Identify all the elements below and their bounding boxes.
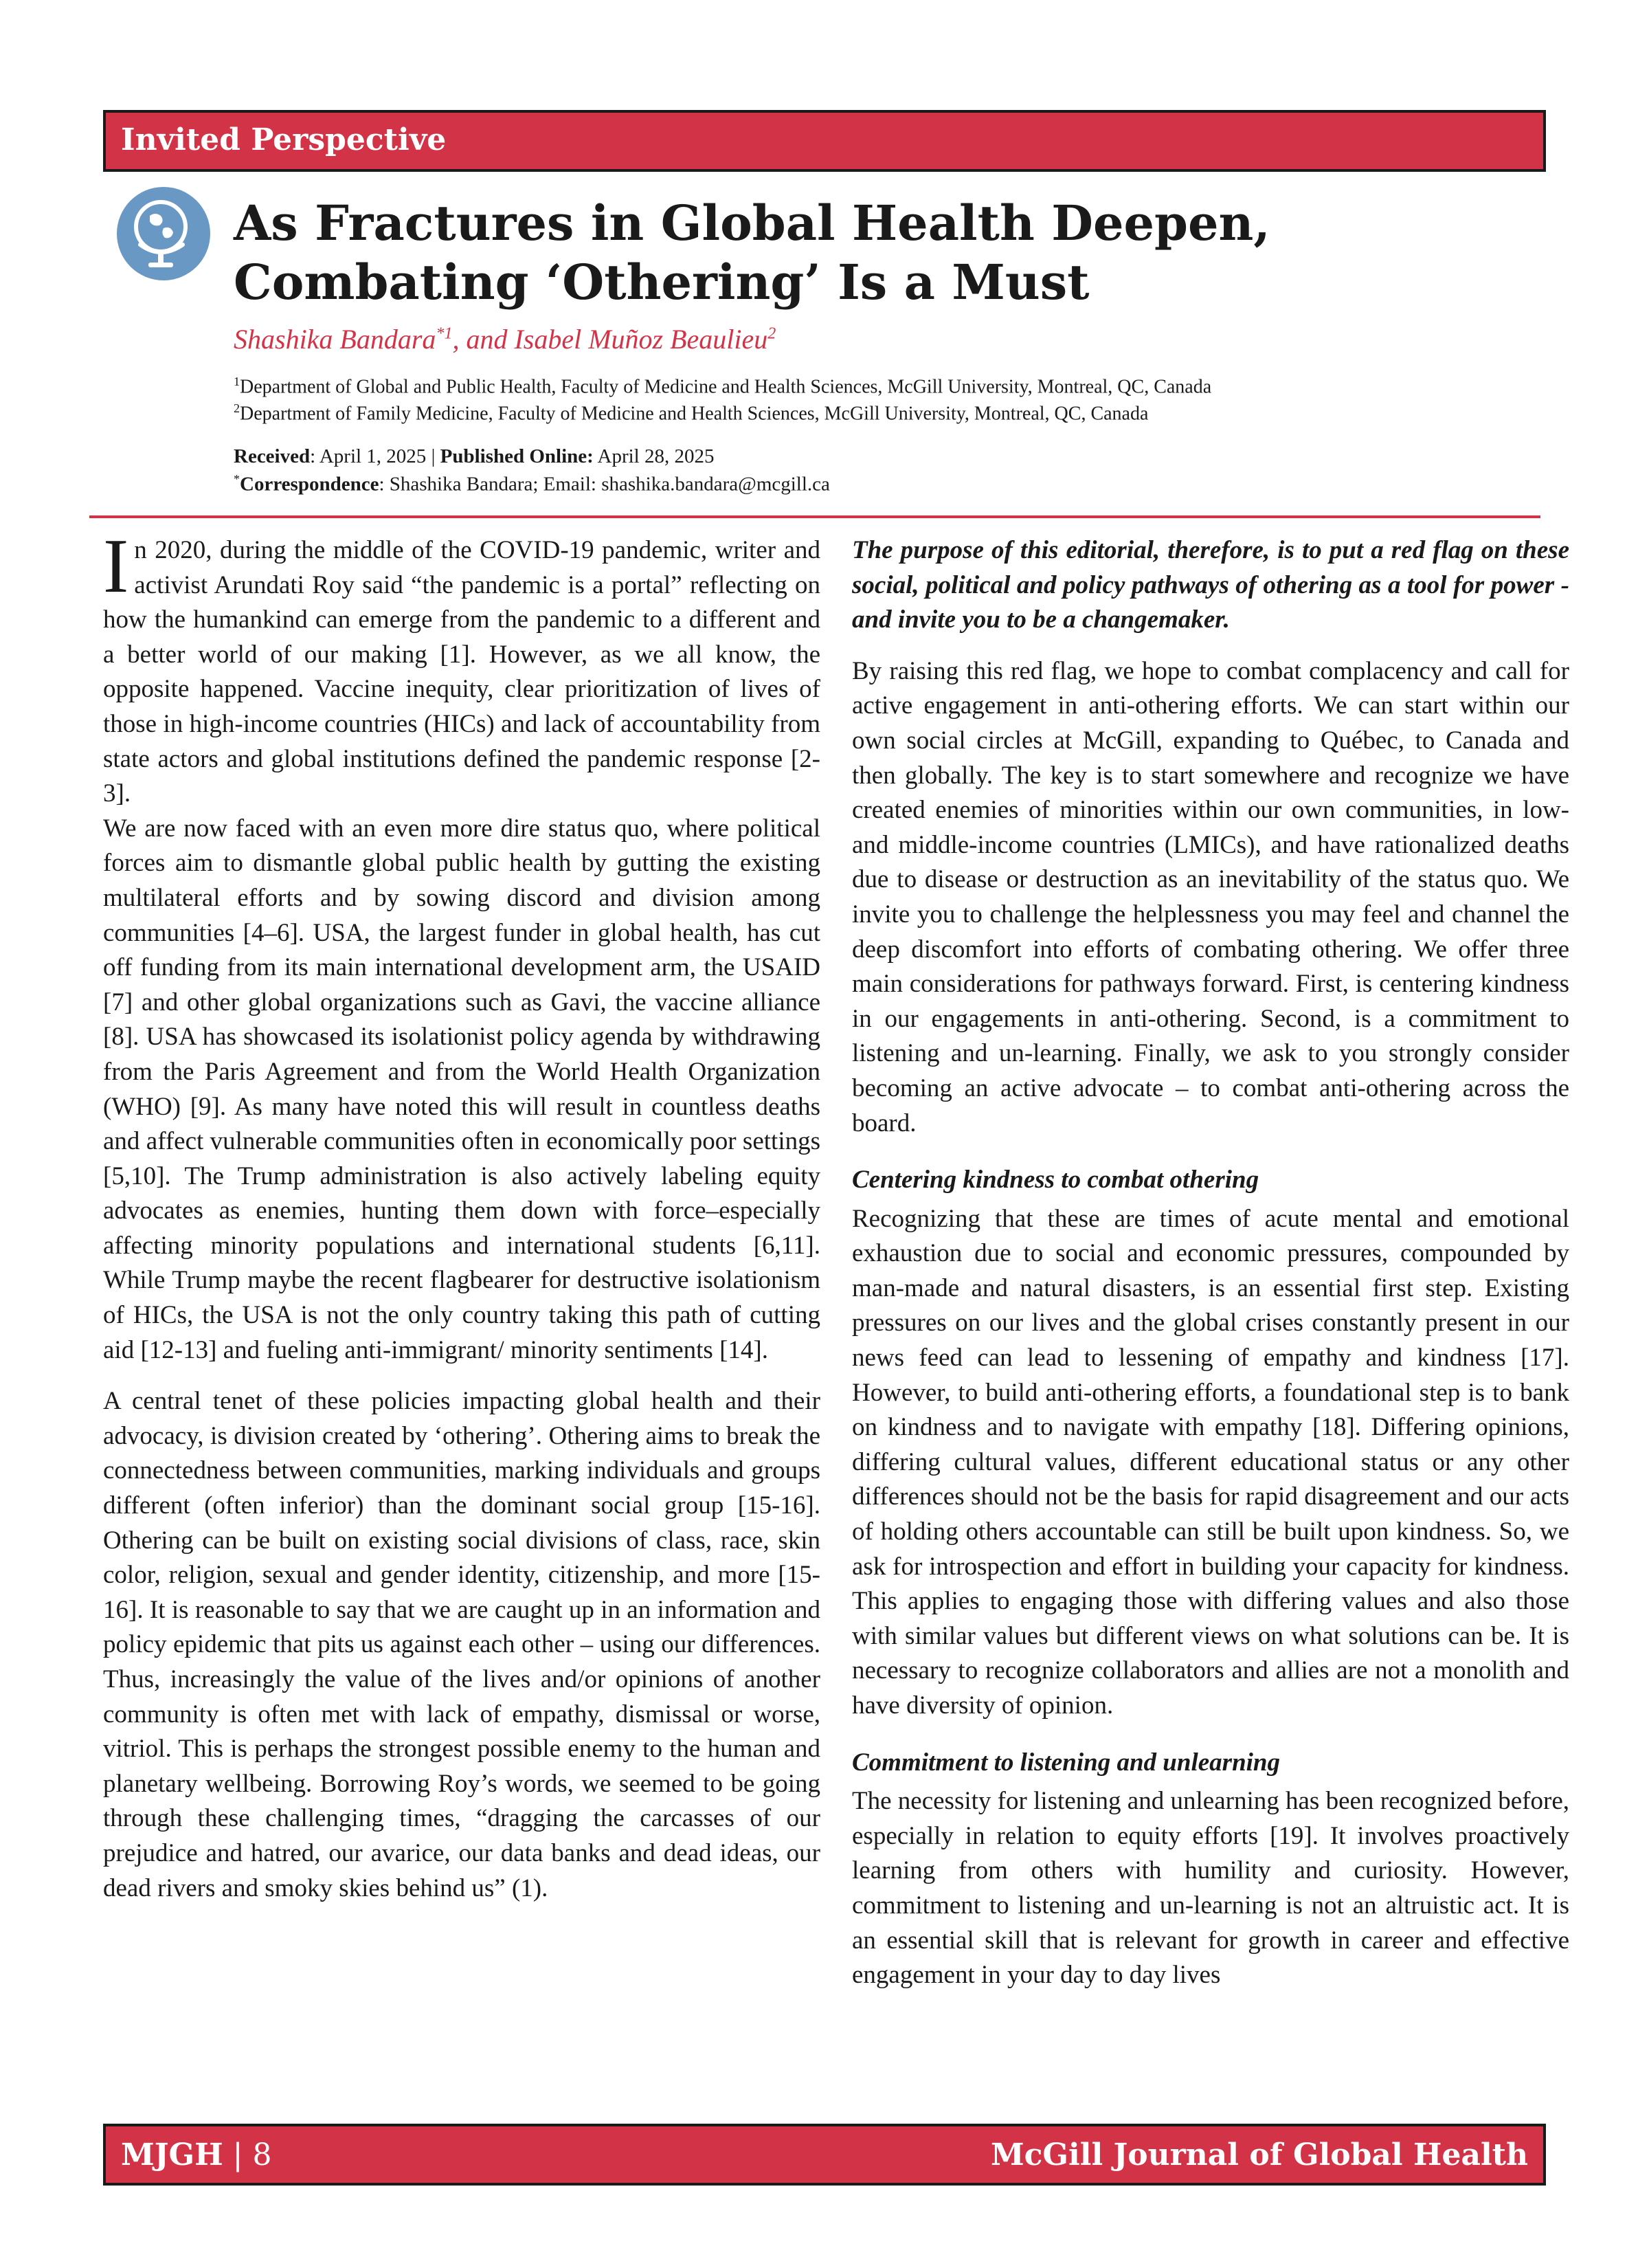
page-number: 8 <box>252 2137 272 2172</box>
footer-separator: | <box>223 2137 253 2172</box>
published-date: April 28, 2025 <box>597 445 715 467</box>
author-affiliation-marker: *1 <box>436 324 453 343</box>
publication-dates: Received: April 1, 2025 | Published Online: April 28, 2025 <box>234 445 715 467</box>
affiliation-text: Department of Family Medicine, Faculty of Medicine and Health Sciences, McGill University, Montreal, QC, Canada <box>240 403 1149 425</box>
footer-page-info <box>121 2137 271 2172</box>
affiliation-text: Department of Global and Public Health, Faculty of Medicine and Health Sciences, McGill University, Montreal, QC, Canada <box>240 376 1212 398</box>
received-date: April 1, 2025 <box>319 445 427 467</box>
journal-abbreviation: MJGH <box>121 2137 223 2172</box>
author-name: Shashika Bandara <box>234 324 436 355</box>
correspondence: *Correspondence: Shashika Bandara; Email: shashika.bandara@mcgill.ca <box>234 472 830 496</box>
paragraph-text: n 2020, during the middle of the COVID-19 pandemic, writer and activist Arundati Roy said “the pandemic is a portal” reflecting on how the humankind can emerge from the pandemic to a different and a better world of our making [1]. However, as we all know, the opposite happened. Vaccine inequity, clear prioritization of lives of those in high-income countries (HICs) and lack of accountability from state actors and global institutions defined the pandemic response [2-3]. <box>103 536 820 808</box>
correspondence-text: Shashika Bandara; Email: shashika.bandara@mcgill.ca <box>389 473 830 496</box>
journal-name: McGill Journal of Global Health <box>990 2137 1528 2172</box>
affiliation <box>234 375 1211 398</box>
section-banner <box>103 110 1546 172</box>
published-label: Published Online: <box>440 445 594 467</box>
body-paragraph: A central tenet of these policies impacting global health and their advocacy, is division created by ‘othering’. Othering aims to break the connectedness between communities, marking individuals and groups different (often inferior) than the dominant social group [15-16]. Othering can be built on existing social divisions of class, race, skin color, religion, sexual and gender identity, citizenship, and more [15-16]. It is reasonable to say that we are caught up in an information and policy epidemic that pits us against each other – using our differences. Thus, increasingly the value of the lives and/or opinions of another community is often met with lack of empathy, dismissal or worse, vitriol. This is perhaps the strongest possible enemy to the human and planetary wellbeing. Borrowing Roy’s words, we seemed to be going through these challenging times, “dragging the carcasses of our prejudice and hatred, our avarice, our data banks and dead ideas, our dead rivers and smoky skies behind us” (1). <box>103 1387 820 1902</box>
correspondence-marker: * <box>234 472 240 486</box>
page-footer <box>103 2124 1546 2186</box>
body-paragraph: The necessity for listening and unlearning has been recognized before, especially in relation to equity efforts [19]. It involves proactively learning from others with humility and curiosity. However, commitment to listening and un-learning is not an altruistic act. It is an essential skill that is relevant for growth in career and effective engagement in your day to day lives <box>852 1787 1569 1990</box>
author-list <box>234 323 776 355</box>
globe-icon <box>115 186 212 282</box>
affiliation <box>234 401 1148 425</box>
section-heading: Centering kindness to combat othering <box>852 1166 1259 1194</box>
header-divider <box>89 515 1540 518</box>
received-label: Received <box>234 445 311 467</box>
section-heading: Commitment to listening and unlearning <box>852 1748 1281 1777</box>
body-paragraph <box>103 524 820 812</box>
purpose-statement: The purpose of this editorial, therefore, is to put a red flag on these social, political and policy pathways of othering as a tool for power - and invite you to be a changemaker. <box>852 536 1569 634</box>
article-title: As Fractures in Global Health Deepen, Combating ‘Othering’ Is a Must <box>234 194 1270 311</box>
author-affiliation-marker: 2 <box>767 324 776 343</box>
author-name: Isabel Muñoz Beaulieu <box>514 324 768 355</box>
body-paragraph: We are now faced with an even more dire status quo, where political forces aim to dismantle global public health by gutting the existing multilateral efforts and by sowing discord and division among communities [4–6]. USA, the largest funder in global health, has cut off funding from its main international development arm, the USAID [7] and other global organizations such as Gavi, the vaccine alliance [8]. USA has showcased its isolationist policy agenda by withdrawing from the Paris Agreement and from the World Health Organization (WHO) [9]. As many have noted this will result in countless deaths and affect vulnerable communities often in economically poor settings [5,10]. The Trump administration is also actively labeling equity advocates as enemies, hunting them down with force–especially affecting minority populations and international students [6,11]. While Trump maybe the recent flagbearer for destructive isolationism of HICs, the USA is not the only country taking this path of cutting aid [12-13] and fueling anti-immigrant/ minority sentiments [14]. <box>103 814 820 1364</box>
body-column-left <box>103 524 820 1906</box>
affiliation-number: 2 <box>234 401 240 415</box>
author-joiner: , and <box>452 324 515 355</box>
body-paragraph: Recognizing that these are times of acute mental and emotional exhaustion due to social and economic pressures, compounded by man-made and natural disasters, is an essential first step. Existing pressures on our lives and the global crises constantly present in our news feed can lead to lessening of empathy and kindness [17]. However, to build anti-othering efforts, a foundational step is to bank on kindness and to navigate with empathy [18]. Differing opinions, differing cultural values, different educational status or any other differences should not be the basis for rapid disagreement and our acts of holding others accountable can still be built upon kindness. So, we ask for introspection and effort in building your capacity for kindness. This applies to engaging those with differing values and also those with similar values but different views on what solutions can be. It is necessary to recognize collaborators and allies are not a monolith and have diversity of opinion. <box>852 1204 1569 1720</box>
correspondence-label: Correspondence <box>240 473 379 496</box>
drop-cap: I <box>103 524 129 609</box>
body-column-right <box>852 533 1569 1993</box>
affiliation-number: 1 <box>234 375 240 388</box>
body-paragraph: By raising this red flag, we hope to combat complacency and call for active engagement in anti-othering efforts. We can start within our own social circles at McGill, expanding to Québec, to Canada and then globally. The key is to start somewhere and recognize we have created enemies of minorities within our own communities, in low- and middle-income countries (LMICs), and have rationalized deaths due to disease or destruction as an inevitability of the status quo. We invite you to challenge the helplessness you may feel and channel the deep discomfort into efforts of combating othering. We offer three main considerations for pathways forward. First, is centering kindness in our engagements in anti-othering. Second, is a commitment to listening and un-learning. Finally, we ask to you strongly consider becoming an active advocate – to combat anti-othering across the board. <box>852 656 1569 1137</box>
section-label: Invited Perspective <box>121 122 447 157</box>
